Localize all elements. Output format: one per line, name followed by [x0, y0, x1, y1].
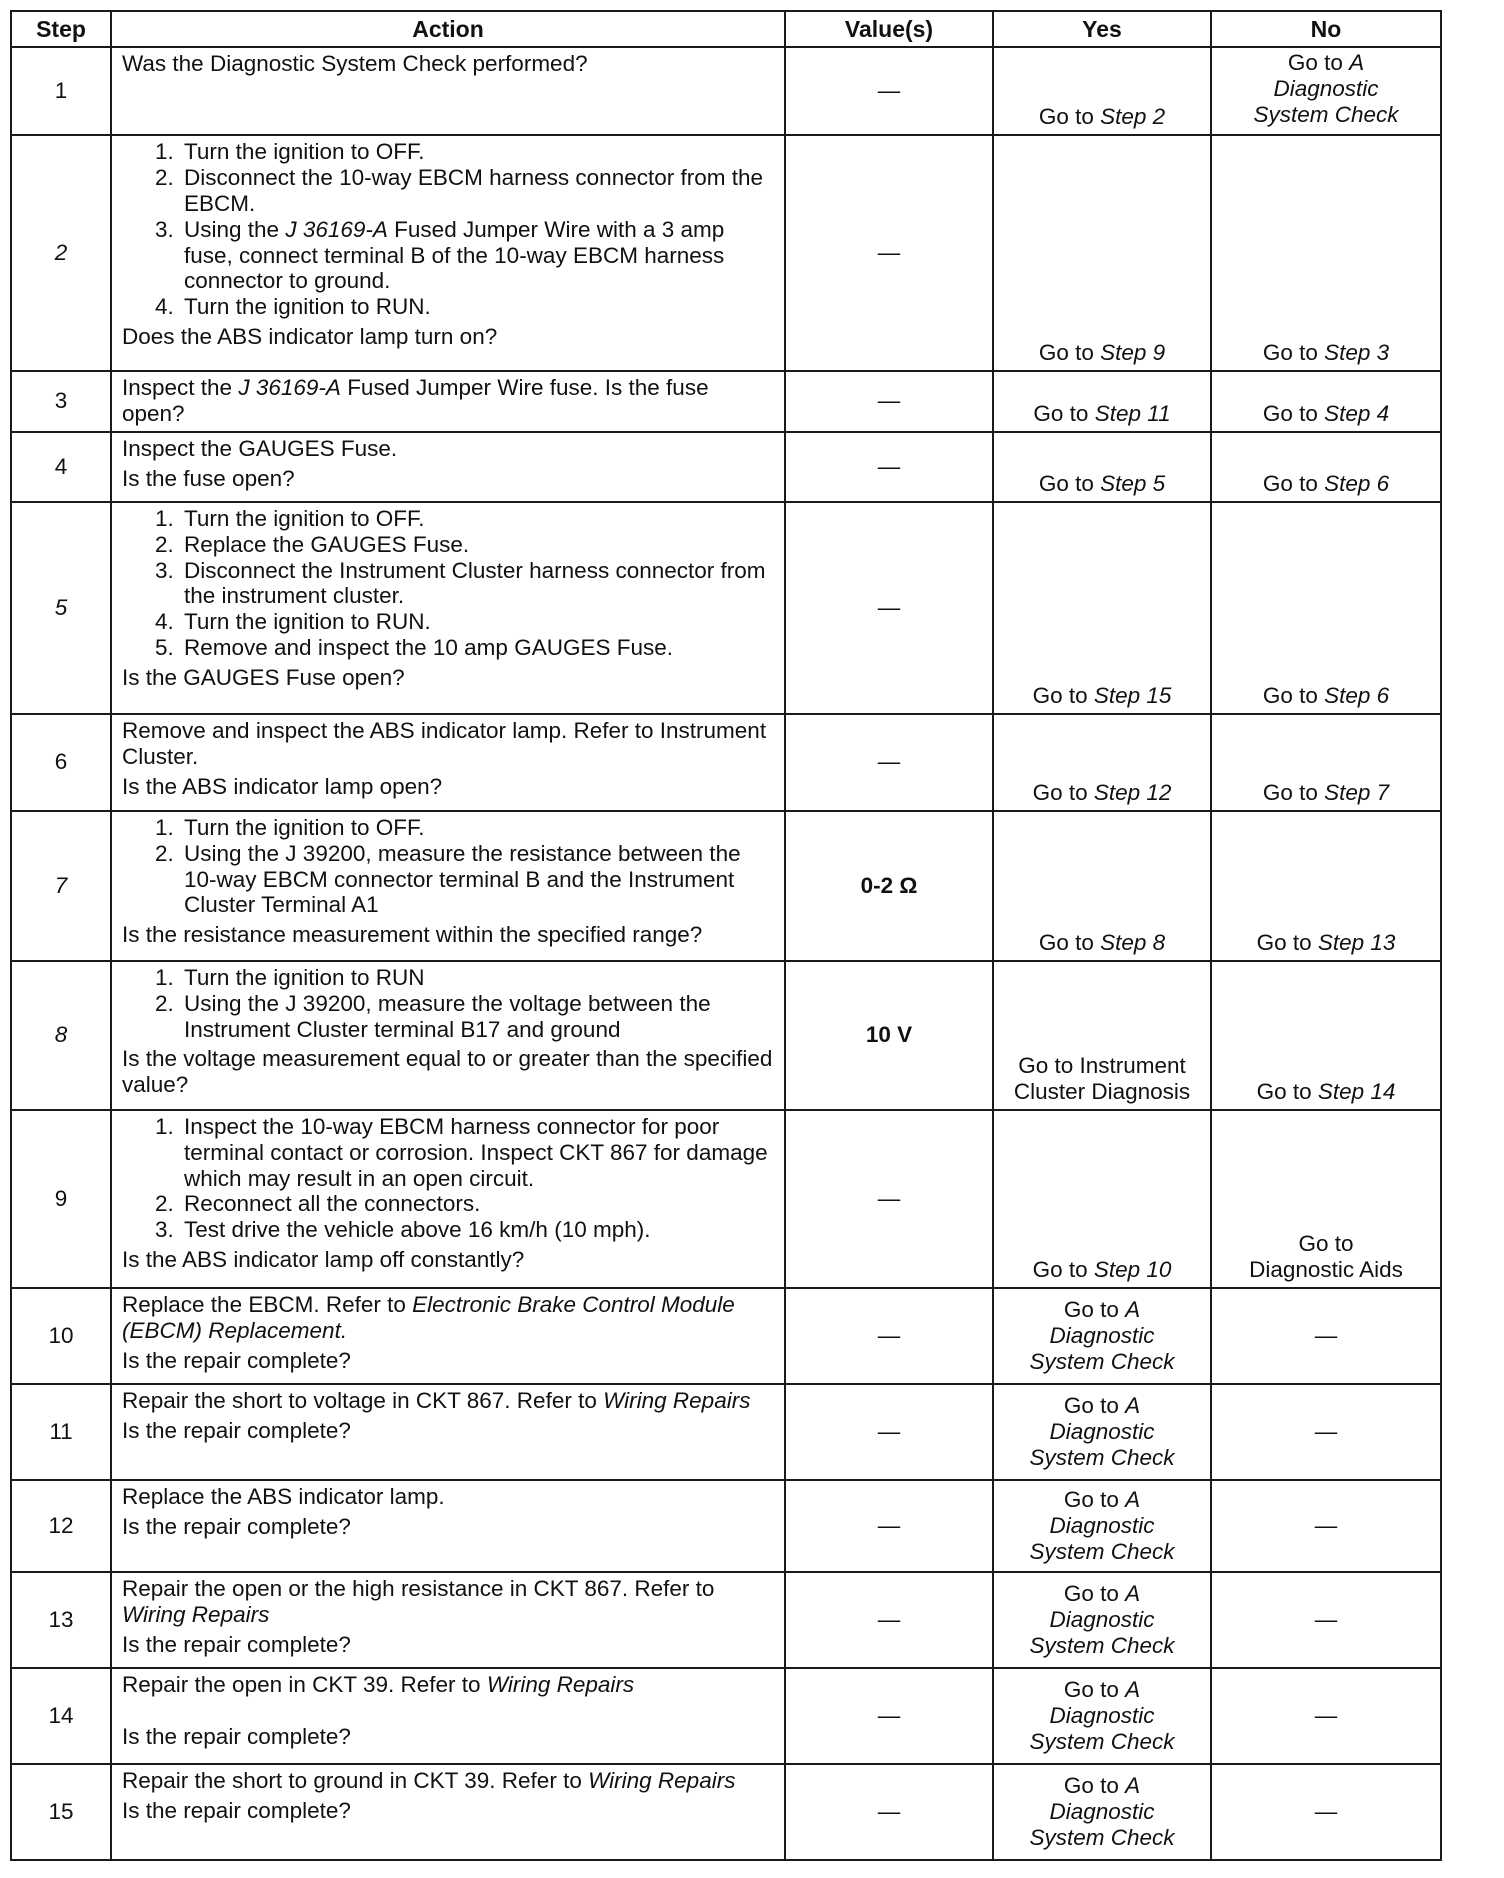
no-cell: — [1211, 1384, 1441, 1480]
value-cell: — [785, 1110, 993, 1288]
no-cell: — [1211, 1764, 1441, 1860]
action-steps [122, 506, 776, 661]
no-cell: — [1211, 1288, 1441, 1384]
list-item: 3. Using the J 36169-A Fused Jumper Wire with a 3 amp fuse, connect terminal B of the 10-way EBCM harness connector to ground. [180, 217, 776, 295]
table-row [11, 1572, 1441, 1668]
action-question: Is the resistance measurement within the specified range? [122, 922, 703, 948]
action-cell: Repair the open in CKT 39. Refer to Wiring Repairs Is the repair complete? [111, 1668, 785, 1764]
list-item: 1. Turn the ignition to OFF. [180, 506, 776, 532]
yes-cell: Go to Instrument Cluster Diagnosis [993, 961, 1211, 1110]
step-number: 5 [11, 502, 111, 714]
header-no: No [1211, 11, 1441, 47]
action-question: Is the fuse open? [122, 465, 295, 491]
value-cell: — [785, 1288, 993, 1384]
yes-cell: Go to Step 12 [993, 714, 1211, 811]
list-item: 2. Using the J 39200, measure the resistance between the 10-way EBCM connector terminal B and the Instrument Cluster Terminal A1 [180, 841, 776, 919]
value-cell: 10 V [785, 961, 993, 1110]
no-cell: Go to Diagnostic Aids [1211, 1110, 1441, 1288]
header-row [11, 11, 1441, 47]
action-cell: Inspect the GAUGES Fuse. Is the fuse open? [111, 432, 785, 502]
yes-cell: Go to Step 8 [993, 811, 1211, 961]
yes-cell: Go to Step 5 [993, 432, 1211, 502]
action-cell [111, 961, 785, 1110]
action-steps [122, 815, 776, 919]
value-cell: — [785, 135, 993, 371]
value-cell: — [785, 1384, 993, 1480]
list-item: 2. Using the J 39200, measure the voltage between the Instrument Cluster terminal B17 and ground [180, 991, 776, 1043]
header-step: Step [11, 11, 111, 47]
action-question: Is the repair complete? [122, 1347, 351, 1373]
action-question: Does the ABS indicator lamp turn on? [122, 324, 498, 350]
value-cell: — [785, 1572, 993, 1668]
list-item: 4. Turn the ignition to RUN. [180, 294, 776, 320]
yes-cell: Go to A Diagnostic System Check [993, 1764, 1211, 1860]
action-question: Is the repair complete? [122, 1513, 351, 1539]
action-question: Is the ABS indicator lamp open? [122, 773, 443, 799]
no-cell: Go to A Diagnostic System Check [1211, 47, 1441, 135]
table-row [11, 371, 1441, 432]
list-item: 1. Turn the ignition to RUN [180, 965, 776, 991]
yes-cell: Go to Step 10 [993, 1110, 1211, 1288]
table-row [11, 47, 1441, 135]
list-item: 1. Turn the ignition to OFF. [180, 139, 776, 165]
value-cell: — [785, 502, 993, 714]
table-row [11, 1764, 1441, 1860]
step-number: 9 [11, 1110, 111, 1288]
table-row [11, 961, 1441, 1110]
yes-cell: Go to Step 11 [993, 371, 1211, 432]
list-item: 4. Turn the ignition to RUN. [180, 609, 776, 635]
yes-cell: Go to A Diagnostic System Check [993, 1288, 1211, 1384]
value-cell: — [785, 1668, 993, 1764]
yes-cell: Go to Step 9 [993, 135, 1211, 371]
yes-cell: Go to A Diagnostic System Check [993, 1384, 1211, 1480]
action-text: Was the Diagnostic System Check performed? [122, 51, 588, 76]
table-row [11, 502, 1441, 714]
action-cell: Inspect the J 36169-A Fused Jumper Wire fuse. Is the fuse open? [111, 371, 785, 432]
action-cell [111, 135, 785, 371]
yes-cell: Go to A Diagnostic System Check [993, 1480, 1211, 1572]
no-cell: Go to Step 14 [1211, 961, 1441, 1110]
step-number: 11 [11, 1384, 111, 1480]
table-row [11, 811, 1441, 961]
action-question: Is the GAUGES Fuse open? [122, 665, 405, 690]
value-cell: 0-2 Ω [785, 811, 993, 961]
no-cell: — [1211, 1572, 1441, 1668]
table-row [11, 1480, 1441, 1572]
action-question: Is the repair complete? [122, 1797, 351, 1823]
action-cell: Replace the ABS indicator lamp. Is the repair complete? [111, 1480, 785, 1572]
step-number: 8 [11, 961, 111, 1110]
no-cell: Go to Step 4 [1211, 371, 1441, 432]
action-question: Is the ABS indicator lamp off constantly? [122, 1247, 525, 1273]
action-steps [122, 139, 776, 320]
no-cell: Go to Step 6 [1211, 432, 1441, 502]
action-question: Is the repair complete? [122, 1631, 351, 1657]
action-question: Is the voltage measurement equal to or greater than the specified value? [122, 1046, 773, 1098]
no-cell: Go to Step 6 [1211, 502, 1441, 714]
header-action: Action [111, 11, 785, 47]
list-item: 3. Disconnect the Instrument Cluster harness connector from the instrument cluster. [180, 558, 776, 610]
table-row [11, 135, 1441, 371]
no-cell: Go to Step 7 [1211, 714, 1441, 811]
table-row [11, 714, 1441, 811]
list-item: 5. Remove and inspect the 10 amp GAUGES Fuse. [180, 635, 776, 661]
no-cell: Go to Step 13 [1211, 811, 1441, 961]
action-steps [122, 1114, 776, 1243]
value-cell: — [785, 47, 993, 135]
step-number: 4 [11, 432, 111, 502]
action-question: Is the repair complete? [122, 1723, 351, 1749]
list-item: 1. Inspect the 10-way EBCM harness connector for poor terminal contact or corrosion. Inspect CKT 867 for damage which may result in an open circuit. [180, 1114, 776, 1192]
step-number: 1 [11, 47, 111, 135]
action-cell [111, 811, 785, 961]
action-cell: Repair the open or the high resistance in CKT 867. Refer to Wiring Repairs Is the repair complete? [111, 1572, 785, 1668]
table-row [11, 1384, 1441, 1480]
table-row [11, 1668, 1441, 1764]
yes-ref: Step 2 [1100, 104, 1166, 130]
value-cell: — [785, 371, 993, 432]
value-cell: — [785, 714, 993, 811]
table-row [11, 1288, 1441, 1384]
step-number: 10 [11, 1288, 111, 1384]
action-cell [111, 47, 785, 135]
step-number: 7 [11, 811, 111, 961]
step-number: 13 [11, 1572, 111, 1668]
table-row [11, 432, 1441, 502]
no-cell: Go to Step 3 [1211, 135, 1441, 371]
step-number: 15 [11, 1764, 111, 1860]
table-row [11, 1110, 1441, 1288]
yes-cell: Go to A Diagnostic System Check [993, 1668, 1211, 1764]
list-item: 2. Reconnect all the connectors. [180, 1191, 776, 1217]
no-cell: — [1211, 1480, 1441, 1572]
diagnostic-table [10, 10, 1442, 1861]
action-cell [111, 1110, 785, 1288]
list-item: 3. Test drive the vehicle above 16 km/h (10 mph). [180, 1217, 776, 1243]
action-cell: Repair the short to ground in CKT 39. Refer to Wiring Repairs Is the repair complete? [111, 1764, 785, 1860]
list-item: 2. Replace the GAUGES Fuse. [180, 532, 776, 558]
step-number: 14 [11, 1668, 111, 1764]
step-number: 12 [11, 1480, 111, 1572]
action-cell [111, 502, 785, 714]
step-number: 3 [11, 371, 111, 432]
header-yes: Yes [993, 11, 1211, 47]
step-number: 2 [11, 135, 111, 371]
action-question: Is the repair complete? [122, 1417, 351, 1443]
action-cell: Repair the short to voltage in CKT 867. Refer to Wiring Repairs Is the repair complete? [111, 1384, 785, 1480]
action-cell: Replace the EBCM. Refer to Electronic Brake Control Module (EBCM) Replacement. Is the repair complete? [111, 1288, 785, 1384]
yes-cell: Go to A Diagnostic System Check [993, 1572, 1211, 1668]
no-cell: — [1211, 1668, 1441, 1764]
yes-cell: Go to Step 2 [993, 47, 1211, 135]
step-number: 6 [11, 714, 111, 811]
list-item: 1. Turn the ignition to OFF. [180, 815, 776, 841]
value-cell: — [785, 432, 993, 502]
value-cell: — [785, 1480, 993, 1572]
yes-cell: Go to Step 15 [993, 502, 1211, 714]
action-steps [122, 965, 776, 1043]
header-values: Value(s) [785, 11, 993, 47]
value-cell: — [785, 1764, 993, 1860]
action-cell: Remove and inspect the ABS indicator lamp. Refer to Instrument Cluster. Is the ABS indicator lamp open? [111, 714, 785, 811]
list-item: 2. Disconnect the 10-way EBCM harness connector from the EBCM. [180, 165, 776, 217]
